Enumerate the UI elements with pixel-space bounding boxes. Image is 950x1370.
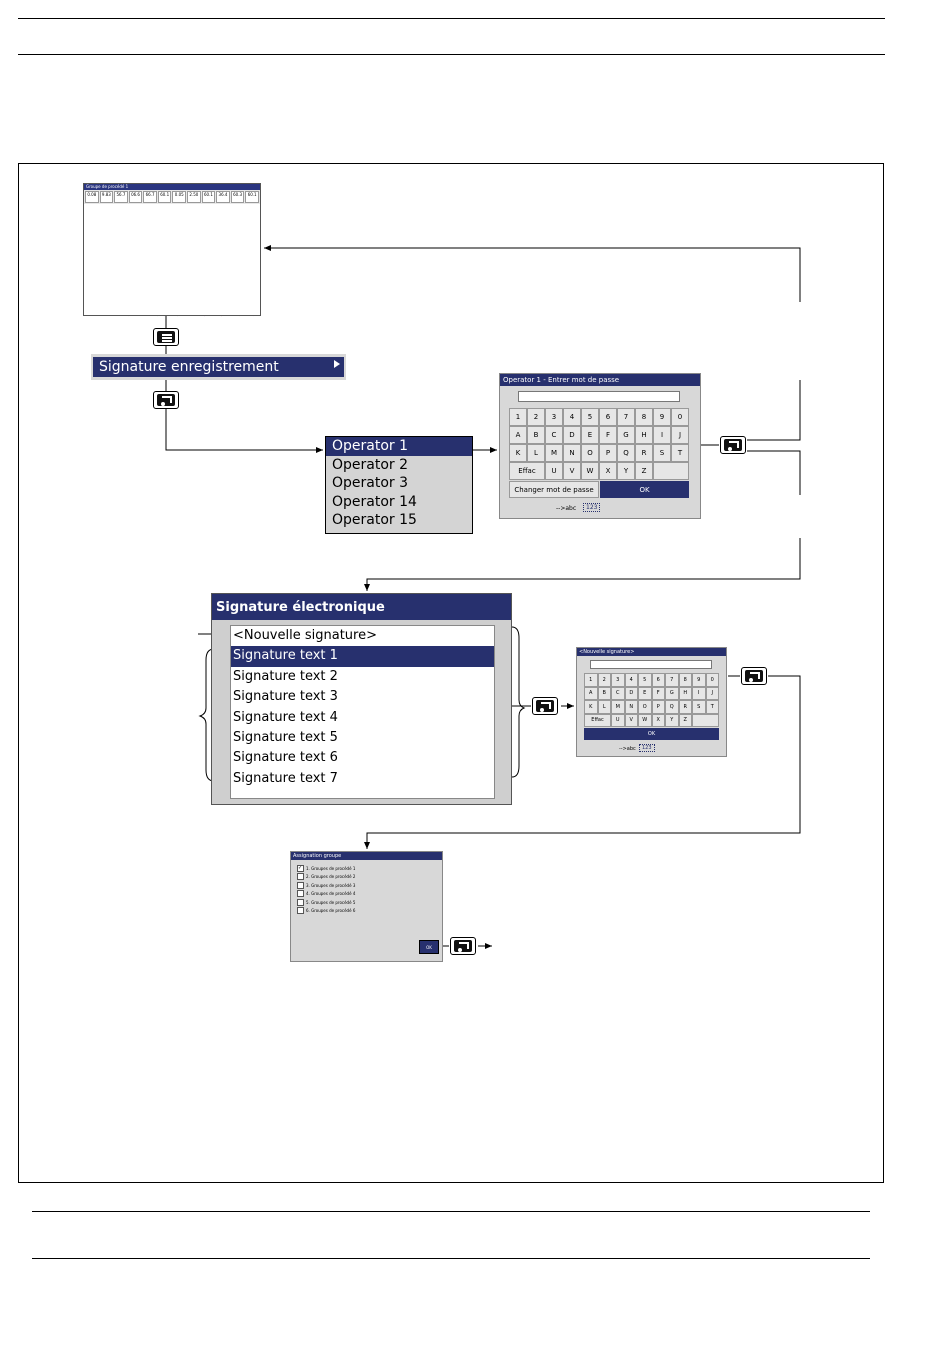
- key[interactable]: P: [652, 700, 666, 714]
- value-cell: 0.08: [85, 191, 99, 203]
- clear-key[interactable]: Effac: [509, 462, 545, 480]
- keyboard: [584, 673, 719, 727]
- key[interactable]: U: [611, 714, 625, 728]
- key[interactable]: C: [611, 687, 625, 701]
- value-cell: 60.1: [158, 191, 172, 203]
- group-label: 4. Groupes de procédé 4: [306, 891, 356, 897]
- chevron-right-icon: [334, 360, 340, 368]
- chart-screen: [83, 183, 261, 316]
- footer-rule-top: [32, 1211, 870, 1212]
- key[interactable]: T: [706, 700, 720, 714]
- key[interactable]: 0: [706, 673, 720, 687]
- group-assignment-dialog: [290, 851, 443, 962]
- key[interactable]: 0: [671, 408, 689, 426]
- key[interactable]: N: [625, 700, 639, 714]
- value-cell: 60.3: [231, 191, 245, 203]
- key[interactable]: X: [599, 462, 617, 480]
- clear-key[interactable]: Effac: [584, 714, 611, 728]
- group-row[interactable]: [291, 864, 442, 873]
- key[interactable]: X: [652, 714, 666, 728]
- list-item[interactable]: Signature text 4: [233, 709, 338, 725]
- key[interactable]: E: [581, 426, 599, 444]
- key[interactable]: K: [584, 700, 598, 714]
- key[interactable]: K: [509, 444, 527, 462]
- chart-screen-title: Groupe de procédé 1: [84, 184, 260, 190]
- dialog-title: Operator 1 - Entrer mot de passe: [500, 374, 700, 386]
- group-row[interactable]: [291, 873, 442, 882]
- signature-input[interactable]: [590, 660, 712, 669]
- password-input[interactable]: [518, 391, 680, 402]
- key[interactable]: D: [625, 687, 639, 701]
- key[interactable]: Y: [665, 714, 679, 728]
- key[interactable]: Q: [665, 700, 679, 714]
- key[interactable]: 4: [563, 408, 581, 426]
- key[interactable]: Z: [679, 714, 693, 728]
- group-row[interactable]: [291, 881, 442, 890]
- chart-screen-values: [84, 190, 260, 204]
- enter-key-icon[interactable]: [741, 667, 767, 685]
- group-label: 5. Groupes de procédé 5: [306, 899, 356, 905]
- footer-rule-bottom: [32, 1258, 870, 1259]
- mode-badge[interactable]: 123: [583, 503, 600, 512]
- list-item[interactable]: <Nouvelle signature>: [233, 628, 377, 643]
- group-row[interactable]: [291, 898, 442, 907]
- value-cell: 06.6: [129, 191, 143, 203]
- key[interactable]: 1: [509, 408, 527, 426]
- key[interactable]: 2: [527, 408, 545, 426]
- key[interactable]: H: [635, 426, 653, 444]
- list-item[interactable]: Operator 14: [332, 493, 417, 510]
- enter-key-icon[interactable]: [153, 391, 179, 409]
- key[interactable]: W: [581, 462, 599, 480]
- key[interactable]: W: [638, 714, 652, 728]
- value-cell: 60.1: [202, 191, 216, 203]
- mode-badge[interactable]: 123: [639, 744, 655, 752]
- enter-key-icon[interactable]: [532, 697, 558, 715]
- key[interactable]: U: [545, 462, 563, 480]
- key[interactable]: M: [545, 444, 563, 462]
- enter-key-icon[interactable]: [720, 436, 746, 454]
- list-item[interactable]: Signature text 7: [233, 770, 338, 786]
- key[interactable]: S: [653, 444, 671, 462]
- key[interactable]: O: [581, 444, 599, 462]
- group-checkbox[interactable]: [297, 899, 304, 906]
- group-label: 1. Groupes de procédé 1: [306, 865, 356, 871]
- key[interactable]: D: [563, 426, 581, 444]
- key[interactable]: M: [611, 700, 625, 714]
- key[interactable]: P: [599, 444, 617, 462]
- group-checkbox[interactable]: [297, 890, 304, 897]
- menu-key-icon[interactable]: [153, 328, 179, 346]
- ok-button[interactable]: OK: [419, 940, 439, 954]
- key[interactable]: 9: [692, 673, 706, 687]
- value-cell: 36.4: [216, 191, 230, 203]
- enter-key-icon[interactable]: [450, 937, 476, 955]
- dialog-title: <Nouvelle signature>: [577, 648, 726, 656]
- key[interactable]: I: [653, 426, 671, 444]
- dialog-title: Assignation groupe: [291, 852, 442, 860]
- key[interactable]: Q: [617, 444, 635, 462]
- key[interactable]: O: [638, 700, 652, 714]
- key[interactable]: 8: [679, 673, 693, 687]
- key[interactable]: 1: [584, 673, 598, 687]
- header-rule-bottom: [18, 54, 885, 55]
- group-checkbox[interactable]: [297, 882, 304, 889]
- key[interactable]: J: [671, 426, 689, 444]
- group-label: 2. Groupes de procédé 2: [306, 874, 356, 880]
- key[interactable]: S: [692, 700, 706, 714]
- value-cell: 56.7: [114, 191, 128, 203]
- blank-key: [653, 462, 689, 480]
- list-item[interactable]: Operator 1: [326, 437, 472, 456]
- list-item[interactable]: Signature text 5: [233, 729, 338, 745]
- key[interactable]: 3: [611, 673, 625, 687]
- ok-button[interactable]: OK: [600, 481, 689, 498]
- key[interactable]: 9: [653, 408, 671, 426]
- operator-list: [325, 436, 473, 534]
- key[interactable]: T: [671, 444, 689, 462]
- new-signature-dialog: [576, 647, 727, 757]
- key[interactable]: H: [679, 687, 693, 701]
- signature-list: [230, 625, 495, 799]
- mode-label: -->abc: [556, 505, 577, 512]
- key[interactable]: R: [679, 700, 693, 714]
- key[interactable]: B: [598, 687, 612, 701]
- key[interactable]: A: [584, 687, 598, 701]
- key[interactable]: 7: [665, 673, 679, 687]
- key[interactable]: Z: [635, 462, 653, 480]
- menu-signature-record[interactable]: [91, 354, 346, 380]
- value-cell: 9.83: [100, 191, 114, 203]
- key[interactable]: J: [706, 687, 720, 701]
- key[interactable]: F: [599, 426, 617, 444]
- value-cell: 0.05: [172, 191, 186, 203]
- group-label: 3. Groupes de procédé 3: [306, 882, 356, 888]
- list-item[interactable]: Signature text 1: [231, 646, 494, 666]
- value-cell: 2.50: [187, 191, 201, 203]
- key[interactable]: F: [652, 687, 666, 701]
- list-item[interactable]: Operator 2: [332, 456, 409, 473]
- key[interactable]: L: [527, 444, 545, 462]
- key[interactable]: L: [598, 700, 612, 714]
- group-checkbox[interactable]: ✓: [298, 864, 303, 871]
- key[interactable]: V: [625, 714, 639, 728]
- password-dialog: [499, 373, 701, 519]
- mode-label: -->abc: [619, 746, 636, 752]
- key[interactable]: 5: [638, 673, 652, 687]
- key[interactable]: 6: [599, 408, 617, 426]
- key[interactable]: V: [563, 462, 581, 480]
- list-item[interactable]: Operator 3: [332, 475, 409, 491]
- key[interactable]: Y: [617, 462, 635, 480]
- key[interactable]: 8: [635, 408, 653, 426]
- key[interactable]: A: [509, 426, 527, 444]
- ok-button[interactable]: OK: [584, 728, 719, 740]
- key[interactable]: 6: [652, 673, 666, 687]
- key[interactable]: B: [527, 426, 545, 444]
- key[interactable]: G: [617, 426, 635, 444]
- key[interactable]: E: [638, 687, 652, 701]
- list-item[interactable]: Signature text 3: [233, 689, 338, 705]
- keyboard: [509, 408, 689, 480]
- blank-key: [692, 714, 719, 728]
- dialog-title: Signature électronique: [212, 594, 511, 620]
- group-checkbox[interactable]: [297, 907, 304, 914]
- list-item[interactable]: Signature text 6: [233, 750, 338, 766]
- key[interactable]: G: [665, 687, 679, 701]
- header-rule-top: [18, 18, 885, 19]
- value-cell: 60.1: [245, 191, 259, 203]
- key[interactable]: R: [635, 444, 653, 462]
- group-row[interactable]: [291, 907, 442, 916]
- key[interactable]: 7: [617, 408, 635, 426]
- group-checkbox[interactable]: [297, 873, 304, 880]
- key[interactable]: I: [692, 687, 706, 701]
- value-cell: 66.7: [143, 191, 157, 203]
- group-row[interactable]: [291, 890, 442, 899]
- key[interactable]: 3: [545, 408, 563, 426]
- key[interactable]: 4: [625, 673, 639, 687]
- key[interactable]: C: [545, 426, 563, 444]
- signature-dialog: [211, 593, 512, 805]
- list-item[interactable]: Operator 15: [332, 512, 417, 528]
- group-label: 6. Groupes de procédé 6: [306, 908, 356, 914]
- change-password-button[interactable]: Changer mot de passe: [509, 481, 599, 498]
- menu-item-label: Signature enregistrement: [93, 357, 344, 377]
- key[interactable]: 2: [598, 673, 612, 687]
- key[interactable]: 5: [581, 408, 599, 426]
- key[interactable]: N: [563, 444, 581, 462]
- list-item[interactable]: Signature text 2: [233, 668, 338, 684]
